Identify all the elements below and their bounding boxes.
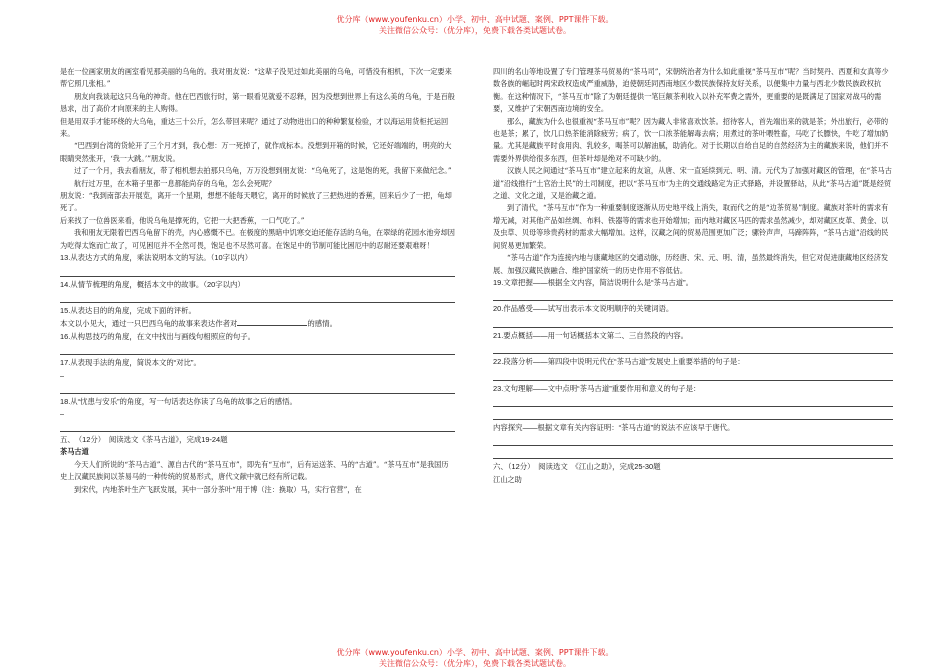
answer-line-18[interactable] — [60, 421, 455, 432]
answer-line-19[interactable] — [493, 290, 893, 301]
answer-line-20[interactable] — [493, 317, 893, 328]
right-para-3: 汉族人民之间通过“茶马互市”建立起来的友谊，从唐、宋一直延续到元、明、清。元代为了加强对藏区的管理，在“茶马古道”沿线推行“土官治土民”的土司制度，把以“茶马互市‘为主的交通线路定为正式驿路，并设置驿站，从此“茶马古道”既是经贸之道、文化之道，又是治藏之道。 — [493, 166, 892, 201]
answer-line-23a[interactable] — [493, 396, 893, 407]
answer-line-23b[interactable] — [493, 409, 893, 420]
passage-para-1: 是在一位画家朋友的画室看见那美丽的乌龟的。我对朋友说：“这辈子没见过如此美丽的乌龟，可惜没有相机，下次一定要来帮它照几张相。” — [60, 67, 452, 89]
answer-line-16[interactable] — [60, 344, 455, 355]
answer-line-24b[interactable] — [493, 448, 893, 459]
answer-dash-18: – — [60, 408, 64, 418]
question-13: 13.从表达方式的角度，乘法说明本文的写法。（10字以内） — [60, 253, 253, 263]
passage-para-6: 航行过万里，在木箱子里都一息都能尚存的乌龟，怎么会死呢？ — [74, 178, 276, 188]
section-5-para-1: 今天人们所说的“茶马古道”、源自古代的“茶马互市”，即先有“互市”，后有运送茶、马的“古道”。“茶马互市”是我国历史上汉藏民族间以茶易马的一种传统的贸易形式，唐代文献中就已经有所记载。 — [60, 459, 449, 482]
passage-para-2: 朋友向我谈起这只乌龟的神奇。他在巴西旅行时，第一眼看见就爱不忍释，因为没想到世界上有这么美的乌龟，于是百般恳求，出了高价才向原来的主人购得。 — [60, 91, 455, 114]
question-15-fill — [60, 317, 455, 330]
answer-line-13[interactable] — [60, 266, 455, 277]
answer-line-21[interactable] — [493, 343, 893, 354]
passage-para-3: 但是用双手才能环绕的大乌龟，重达三十公斤，怎么带回来呢？通过了动物进出口的种种繁复检验，才以海运用货柜托运回来。 — [60, 116, 449, 139]
question-19: 19.文章把握——根据全文内容，简洁说明什么是“茶马古道”。 — [493, 277, 693, 287]
question-20: 20.作品感受——试写出表示本文说明顺序的关键词语。 — [493, 304, 674, 314]
section-5-heading: 五、 （12分） 阅读选文《茶马古道》，完成19-24题 — [60, 434, 228, 444]
question-22: 22.段落分析——第四段中说明元代在“茶马古道”发展史上重要举措的句子是： — [493, 357, 745, 367]
passage-para-7: 朋友说：“我到南部去开展览，离开一个星期，想想不能每天喂它，离开的时候放了三把热进的香蕉，回来后少了一把，龟却死了。 — [60, 191, 452, 213]
answer-dash-17: – — [60, 370, 64, 380]
section-5-para-2: 到宋代，内地茶叶生产飞跃发展，其中一部分茶叶“用于博（注：换取）马，实行官营”，在 — [74, 484, 362, 494]
footer-banner — [0, 647, 950, 669]
question-14: 14.从情节梳理的角度，概括本文中的故事。（20字以内） — [60, 279, 245, 289]
question-18: 18.从“忧患与安乐”的角度，写一句话表达你读了乌龟的故事之后的感悟。 — [60, 396, 297, 406]
header-line-2: 关注微信公众号：（优分库），免费下载各类试题试卷。 — [379, 26, 571, 35]
answer-line-17[interactable] — [60, 383, 455, 394]
header-line-1[interactable]: 优分库（www.youfenku.cn）小学、初中、高中试题、案例、PPT课件下载。 — [336, 15, 614, 24]
right-para-4: 到了清代，“茶马互市”作为一种重要制度逐渐从历史地平线上消失，取而代之的是“边茶贸易”制度。藏族对茶叶的需求有增无减，对其他产品如丝绸、布料、铁器等的需求也开始增加；而内地对藏区马匹的需求虽然减少，却对藏区皮革、黄金、以及虫草、贝母等珍贵药材的需求大幅增加。这样，汉藏之间的贸易范围更加广泛；骡铃声声，马蹄阵阵，“茶马古道”沿线的民间贸易更加繁荣。 — [493, 203, 889, 250]
right-para-1: 四川的名山等地设置了专门管理茶马贸易的“茶马司”，宋朝统治者为什么如此重视“茶马互市”呢？当时契丹、西夏和女真等少数各族的崛起时两宋政权造成严重威胁，迫使朝廷同西南地区少数民族保持友好关系，以便集中力量与西北少数民族政权抗衡。在这种情况下，“茶马互市”除了为朝廷提供一笔巨额茶利收入以补充军费之需外，更重要的是既满足了国家对战马的需要，又维护了宋朝西南边境的安全。 — [493, 67, 889, 114]
footer-line-2: 关注微信公众号：（优分库），免费下载各类试题试卷。 — [379, 659, 571, 668]
q15-text-b: 的感情。 — [307, 319, 337, 329]
section-6-title: 江山之助 — [493, 474, 522, 484]
question-15: 15.从表达目的的角度，完成下面的评析。 — [60, 305, 196, 315]
q15-blank[interactable] — [237, 317, 307, 326]
left-column — [60, 66, 455, 496]
right-column — [493, 66, 893, 486]
answer-line-14[interactable] — [60, 292, 455, 303]
question-21: 21.要点概括——用一句话概括本文第二、三自然段的内容。 — [493, 330, 689, 340]
passage-para-5: 过了一个月，我去看朋友，带了相机想去拍那只乌龟，万万没想到朋友说：“乌龟死了，这是饱的死，我留下来做纪念。” — [74, 166, 452, 176]
passage-para-4: “巴西到台湾的货轮开了三个月才到，我心想：万一死掉了，就作成标本。没想到开箱的时候，它还好端端的，明亮的大眼睛突然张开，‘我一大跳。’”朋友说。 — [60, 141, 452, 163]
section-6-heading: 六、（12分） 阅读选文 《江山之助》，完成25-30题 — [493, 462, 661, 472]
right-para-2: 那么，藏族为什么也很重视“茶马互市”呢？因为藏人非常喜欢饮茶。招待客人，首先端出来的就是茶；外出旅行，必带的也是茶；累了，饮几口热茶能消除疲劳；病了，饮一口浓茶能解毒去病；用煮过的茶叶喂牲畜，马吃了长膘快，牛吃了增加奶量。尤其是藏族平时食用肉、乳较多，喝茶可以解油腻，助消化。对于长期以自给自足的自然经济为主的藏族来说，他们并不需要外界供给很多东西，但茶叶却是绝对不可缺少的。 — [493, 116, 889, 163]
passage-para-9: 我和朋友无限着巴西乌龟留下的壳，内心感慨不已。在极度的黑暗中饥寒交迫还能存活的乌龟，在翠绿的花园水池旁却因为吃得太饱而亡故了，可见困厄并不全然可畏，饱足也不尽然可喜。在饱足中的节制可能比困厄中的忍耐还要艰难呀！ — [60, 228, 455, 250]
question-23: 23.文句理解——文中点明“茶马古道”重要作用和意义的句子是： — [493, 383, 701, 393]
section-5-title: 茶马古道 — [60, 447, 89, 457]
answer-line-22[interactable] — [493, 370, 893, 381]
question-17: 17.从表现手法的角度，简说本文的“对比”。 — [60, 358, 201, 368]
answer-line-24a[interactable] — [493, 435, 893, 446]
footer-line-1[interactable]: 优分库（www.youfenku.cn）小学、初中、高中试题、案例、PPT课件下载。 — [336, 648, 614, 657]
right-para-5: “茶马古道”作为连接内地与康藏地区的交通动脉，历经唐、宋、元、明、清，虽然最终消失，但它对促进康藏地区经济发展、加强汉藏民族融合、维护国家统一的历史作用不容低估。 — [493, 253, 889, 275]
passage-para-8: 后来找了一位兽医来看，他说乌龟是撑死的，它把一大把香蕉，一口气吃了。” — [60, 215, 305, 225]
q15-text-a: 本文以小见大，通过一只巴西乌龟的故事来表达作者对 — [60, 319, 238, 329]
question-16: 16.从构思技巧的角度，在文中找出与画线句相照应的句子。 — [60, 331, 256, 341]
question-24: 内容探究——根据文章有关内容证明：“茶马古道”的说法不应该早于唐代。 — [493, 422, 735, 432]
header-banner — [0, 14, 950, 36]
